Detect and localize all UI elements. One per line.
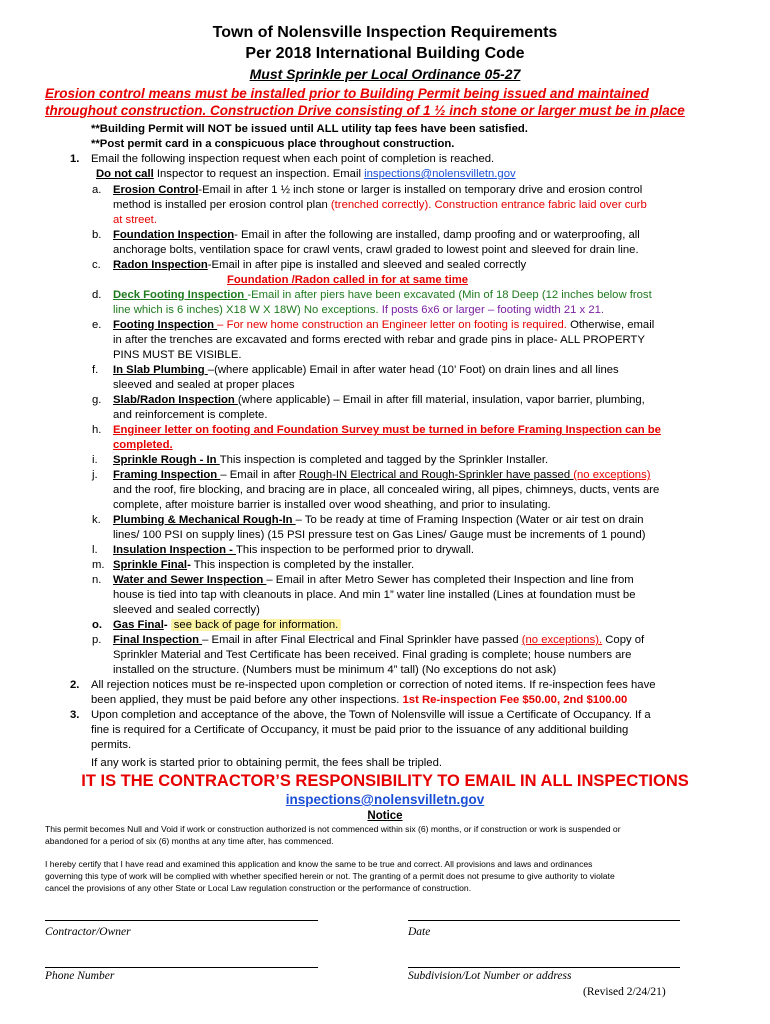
item-footing-inspection-l2: in after the trenches are excavated and forms erected with rebar and grade pins in place- ALL PROPERTY (113, 334, 645, 346)
item-marker: b. (92, 229, 102, 241)
item-marker: h. (92, 424, 102, 436)
notice-heading: Notice (367, 810, 403, 822)
item-plumbing-mechanical: Plumbing & Mechanical Rough-In – To be ready at time of Framing Inspection (Water or air test on drain (113, 514, 644, 526)
item-foundation-inspection: Foundation Inspection- Email in after the following are installed, damp proofing and or waterproofing, all (113, 229, 640, 241)
item-sprinkle-final: Sprinkle Final- This inspection is completed by the installer. (113, 559, 415, 571)
contractor-responsibility-banner: IT IS THE CONTRACTOR’S RESPONSIBILITY TO EMAIL IN ALL INSPECTIONS (81, 772, 689, 790)
page-subtitle: Must Sprinkle per Local Ordinance 05-27 (249, 66, 521, 82)
step-1-text: Email the following inspection request when each point of completion is reached. (91, 153, 495, 165)
item-marker: g. (92, 394, 102, 406)
revision-date: (Revised 2/24/21) (583, 986, 666, 998)
step-1-call-line: Do not call Inspector to request an inspection. Email inspections@nolensvilletn.gov (96, 168, 516, 180)
page-title-line2: Per 2018 International Building Code (245, 45, 525, 62)
item-final-inspection-l3: installed on the structure. (Numbers must be minimum 4” tall) (No exceptions do not ask) (113, 664, 557, 676)
item-marker: e. (92, 319, 102, 331)
item-final-inspection-l2: Sprinkler Material and Test Certificate has been received. Final grading is complete; house numbers are (113, 649, 632, 661)
item-marker: m. (92, 559, 105, 571)
gas-final-highlight: see back of page for information. (171, 619, 342, 631)
item-marker: n. (92, 574, 102, 586)
item-marker: a. (92, 184, 102, 196)
item-erosion-control-l3: at street. (113, 214, 157, 226)
note-utility-fees: **Building Permit will NOT be issued until ALL utility tap fees have been satisfied. (91, 123, 528, 135)
step-2-marker: 2. (70, 679, 80, 691)
foundation-radon-note: Foundation /Radon called in for at same time (227, 274, 469, 286)
page-title-line1: Town of Nolensville Inspection Requirements (212, 24, 558, 41)
item-marker: o. (92, 619, 103, 631)
item-framing-inspection-l3: complete, after moisture barrier is installed over wood sheathing, and prior to insulating. (113, 499, 551, 511)
item-in-slab-plumbing: In Slab Plumbing –(where applicable) Email in after water head (10’ Foot) on drain lines and all lines (113, 364, 619, 376)
subdivision-line[interactable] (408, 967, 680, 968)
notice-void-l1: This permit becomes Null and Void if work or construction authorized is not commenced within six (6) months, or if construction or work is suspended or (45, 824, 621, 834)
step-3-text: Upon completion and acceptance of the above, the Town of Nolensville will issue a Certificate of Occupancy. If a (91, 709, 651, 721)
item-framing-inspection: Framing Inspection – Email in after Rough-IN Electrical and Rough-Sprinkler have passed (no exceptions) (113, 469, 651, 481)
item-marker: f. (92, 364, 99, 376)
date-signature-line[interactable] (408, 920, 680, 921)
item-marker: i. (92, 454, 98, 466)
item-foundation-inspection-l2: anchorage bolts, ventilation space for crawl vents, crawl graded to lowest point and sleeved for drain line. (113, 244, 639, 256)
notice-certify-l1: I hereby certify that I have read and examined this application and know the same to be true and correct. All provisions and laws and ordinances (45, 859, 593, 869)
item-plumbing-mechanical-l2: lines/ 100 PSI on supply lines) (15 PSI pressure test on Gas Lines/ Gauge must be increments of 1 pound) (113, 529, 646, 541)
item-framing-inspection-l2: and the roof, fire blocking, and bracing are in place, all concealed wiring, all pipes, chimneys, ducts, vents are (113, 484, 660, 496)
step-3-text-l3: permits. (91, 739, 132, 751)
erosion-notice-line2: throughout construction. Construction Drive consisting of 1 ½ inch stone or larger must be in place (45, 103, 685, 118)
item-radon-inspection: Radon Inspection-Email in after pipe is installed and sleeved and sealed correctly (113, 259, 527, 271)
item-footing-inspection-l3: PINS MUST BE VISIBLE. (113, 349, 242, 361)
notice-void-l2: abandoned for a period of six (6) months at any time after, has commenced. (45, 836, 334, 846)
item-water-sewer-l3: sleeved and sealed correctly) (113, 604, 260, 616)
item-engineer-letter: Engineer letter on footing and Foundation Survey must be turned in before Framing Inspection can be (113, 424, 661, 436)
phone-line[interactable] (45, 967, 318, 968)
item-slab-radon: Slab/Radon Inspection (where applicable) – Email in after fill material, insulation, vapor barrier, plumbing, (113, 394, 645, 406)
item-marker: c. (92, 259, 101, 271)
item-water-sewer: Water and Sewer Inspection – Email in after Metro Sewer has completed their Inspection and line from (113, 574, 634, 586)
step-3-marker: 3. (70, 709, 80, 721)
item-in-slab-plumbing-l2: sleeved and sealed at proper places (113, 379, 295, 391)
inspections-email-big-link[interactable]: inspections@nolensvilletn.gov (285, 792, 485, 807)
item-marker: l. (92, 544, 98, 556)
item-erosion-control: Erosion Control-Email in after 1 ½ inch stone or larger is installed on temporary drive and erosion control (113, 184, 643, 196)
item-engineer-letter-l2: completed. (113, 439, 173, 451)
triple-fee-note: If any work is started prior to obtaining permit, the fees shall be tripled. (91, 757, 443, 769)
phone-number-label: Phone Number (45, 970, 115, 982)
step-3-text-l2: fine is required for a Certificate of Occupancy, it must be paid prior to the issuance of any additional building (91, 724, 629, 736)
contractor-owner-label: Contractor/Owner (45, 926, 131, 938)
erosion-notice-line1: Erosion control means must be installed prior to Building Permit being issued and maintained (45, 86, 649, 101)
item-marker: d. (92, 289, 102, 301)
step-2-fees: been applied, they must be paid before any other inspections. 1st Re-inspection Fee $50.00, 2nd $100.00 (91, 694, 628, 706)
item-water-sewer-l2: house is tied into tap with cleanouts in place. And min 1” water line installed (Lines at foundation must be (113, 589, 636, 601)
date-label: Date (408, 926, 431, 938)
note-post-permit: **Post permit card in a conspicuous place throughout construction. (91, 138, 455, 150)
item-sprinkle-rough: Sprinkle Rough - In This inspection is completed and tagged by the Sprinkler Installer. (113, 454, 549, 466)
contractor-signature-line[interactable] (45, 920, 318, 921)
item-deck-footing: Deck Footing Inspection -Email in after piers have been excavated (Min of 18 Deep (12 inches below frost (113, 289, 652, 301)
inspections-email-link[interactable]: inspections@nolensvilletn.gov (364, 168, 516, 180)
subdivision-label: Subdivision/Lot Number or address (408, 970, 572, 982)
item-marker: j. (92, 469, 98, 481)
item-slab-radon-l2: and reinforcement is complete. (113, 409, 268, 421)
step-2-text: All rejection notices must be re-inspected upon completion or correction of noted items. If re-inspection fees have (91, 679, 656, 691)
reinspection-fee: 1st Re-inspection Fee $50.00, 2nd $100.00 (402, 694, 628, 706)
item-deck-footing-l2: line which is 6 inches) X18 W X 18W) No exceptions. If posts 6x6 or larger – footing width 21 x 21. (113, 304, 605, 316)
item-insulation-inspection: Insulation Inspection - This inspection to be performed prior to drywall. (113, 544, 474, 556)
step-1-marker: 1. (70, 153, 80, 165)
item-marker: p. (92, 634, 102, 646)
notice-certify-l3: cancel the provisions of any other State or Local Law regulation construction or the performance of construction. (45, 883, 472, 893)
item-footing-inspection: Footing Inspection – For new home construction an Engineer letter on footing is required. Otherwise, email (113, 319, 655, 331)
notice-certify-l2: governing this type of work will be complied with whether specified herein or not. The granting of a permit does not presume to give authority to violate (45, 871, 615, 881)
item-erosion-control-l2: method is installed per erosion control plan (trenched correctly). Construction entrance fabric laid over curb (113, 199, 647, 211)
item-gas-final: Gas Final- see back of page for information. (113, 618, 341, 633)
item-marker: k. (92, 514, 101, 526)
do-not-call: Do not call (96, 168, 154, 180)
item-final-inspection: Final Inspection – Email in after Final Electrical and Final Sprinkler have passed (no exceptions). Copy of (113, 634, 645, 646)
